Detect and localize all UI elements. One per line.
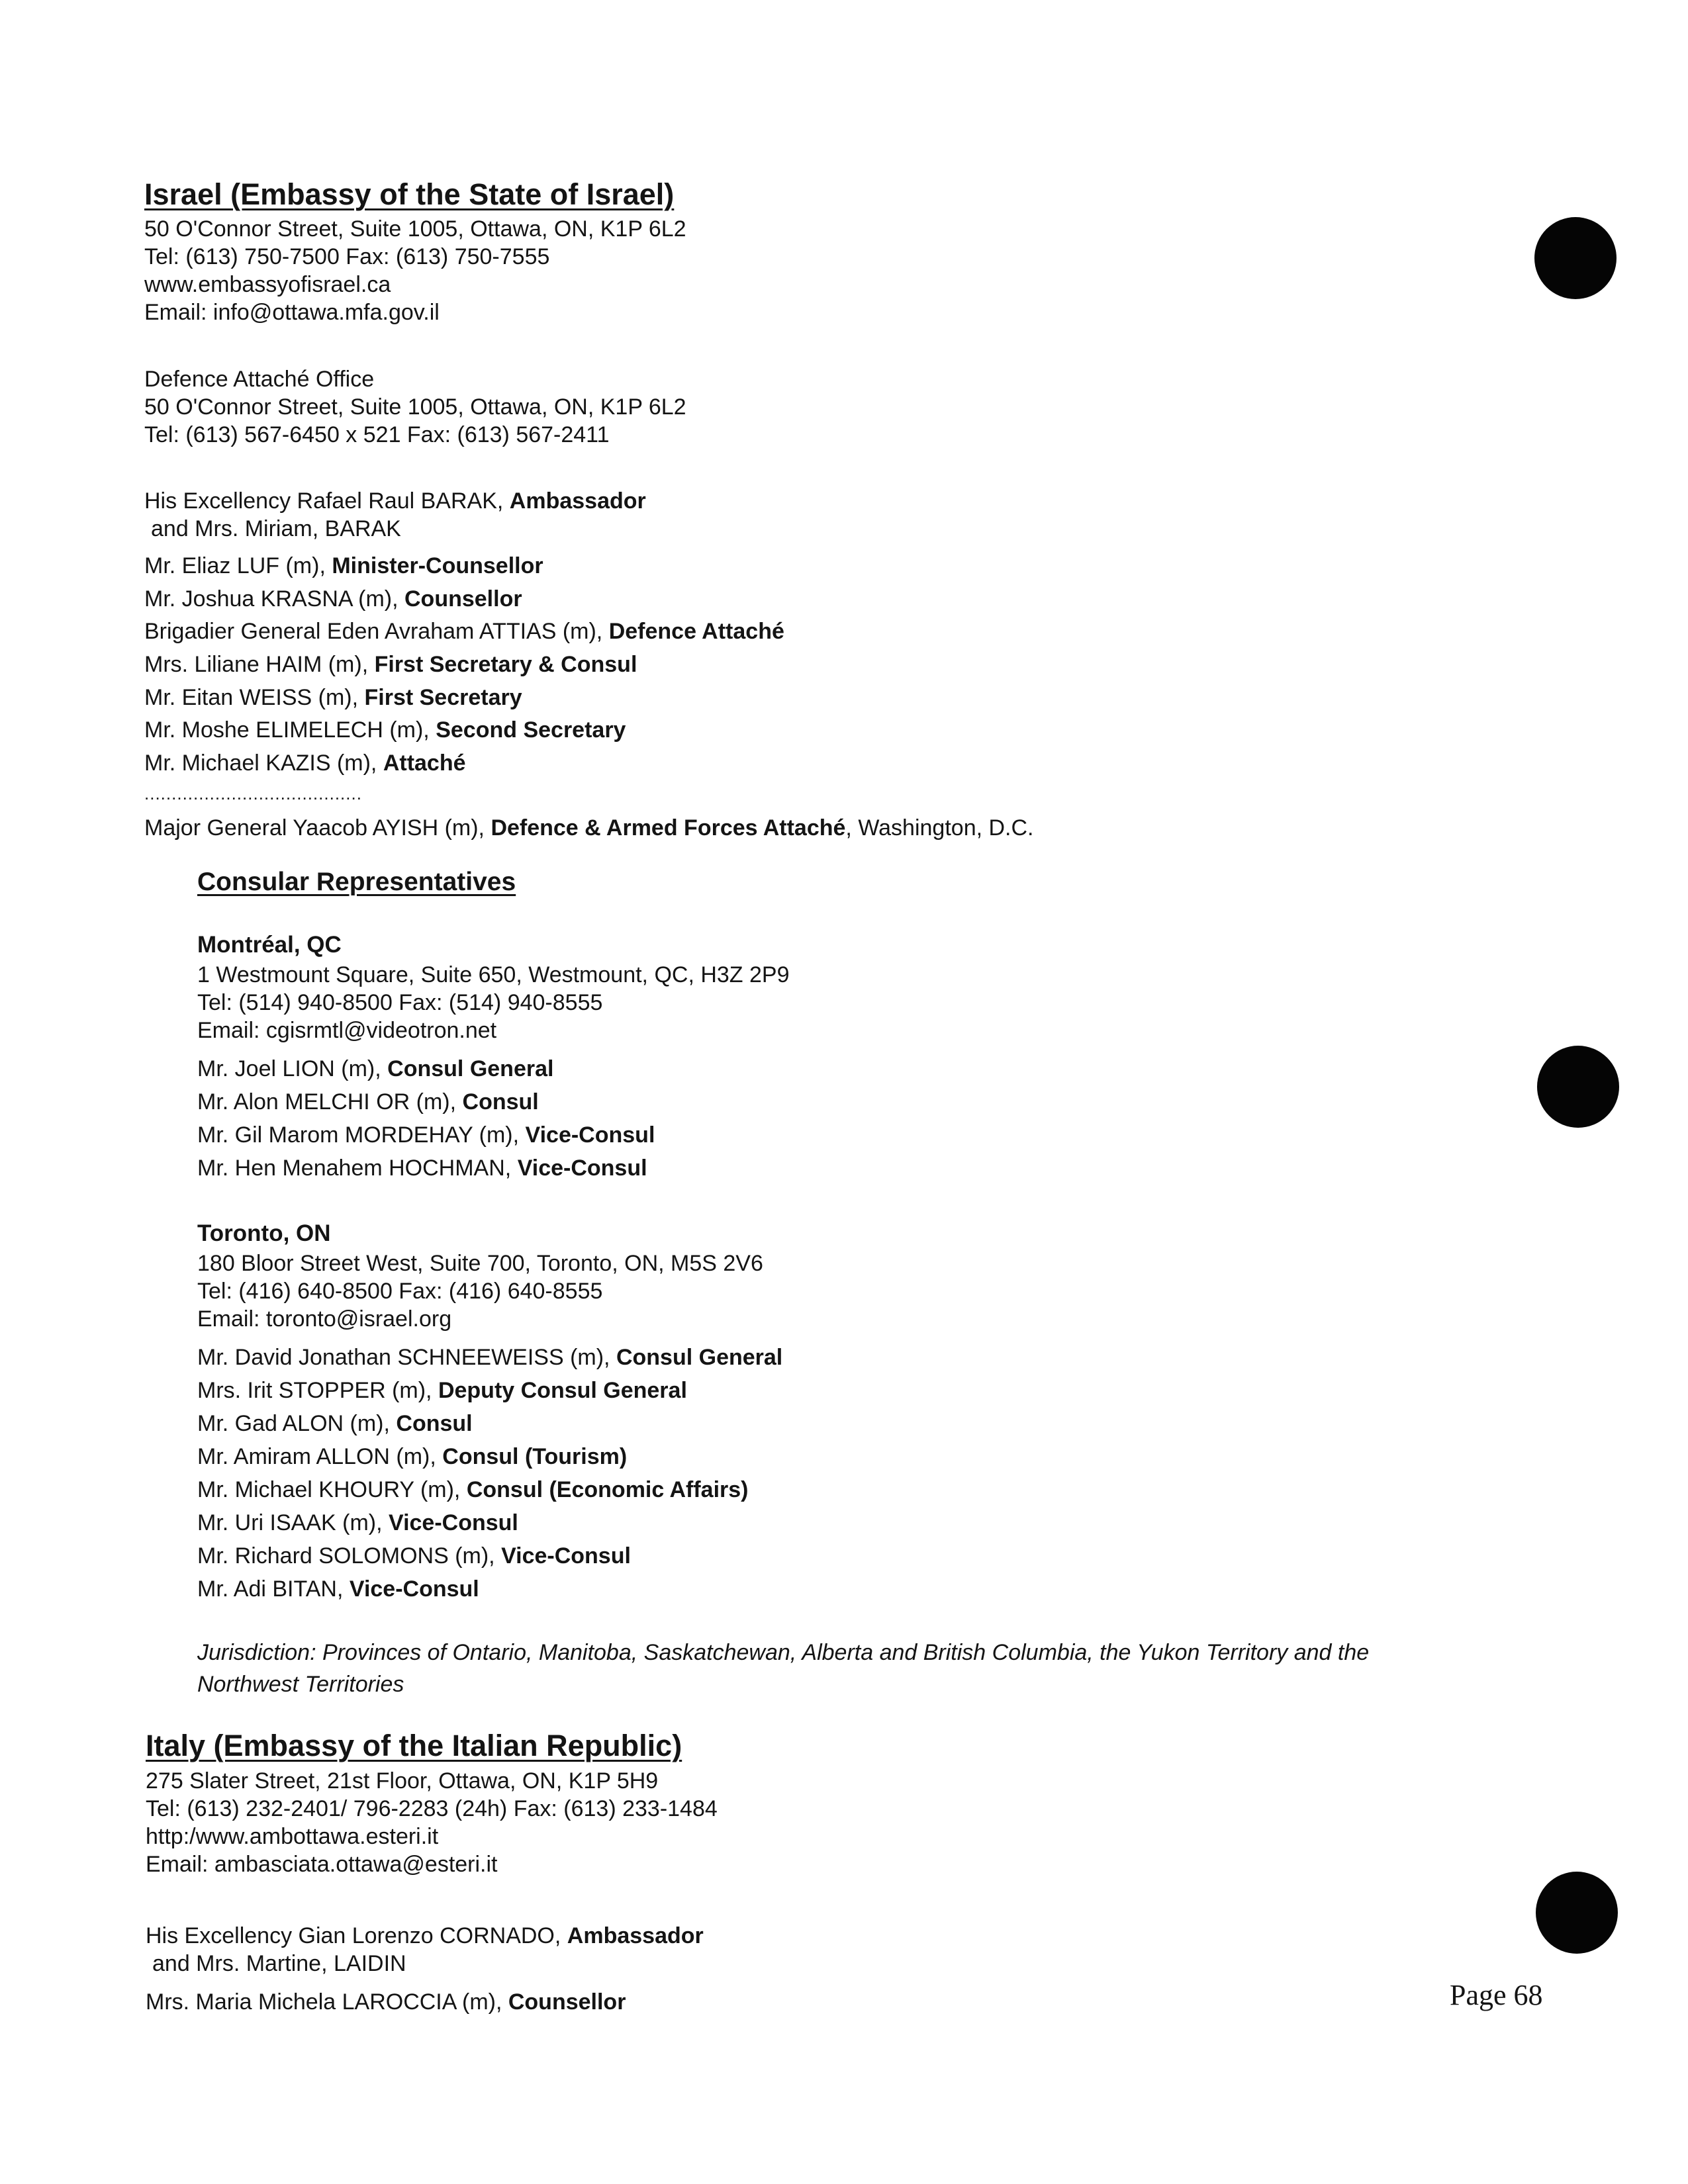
italy-ambassador-spouse: and Mrs. Martine, LAIDIN [152,1951,406,1976]
israel-website: www.embassyofisrael.ca [144,272,391,297]
staff-name: Mrs. Irit STOPPER (m), [197,1378,432,1403]
italy-website: http:/www.ambottawa.esteri.it [146,1824,439,1849]
italy-address: 275 Slater Street, 21st Floor, Ottawa, ON, K1P 5H9 [146,1768,659,1794]
staff-title: Vice-Consul [349,1576,479,1602]
montreal-email: Email: cgisrmtl@videotron.net [197,1018,497,1043]
staff-title: Counsellor [404,586,522,612]
toronto-staff-entry [197,1410,473,1437]
staff-entry [144,716,626,744]
montreal-staff-entry [197,1121,655,1149]
staff-name: Mr. Gil Marom MORDEHAY (m), [197,1122,520,1148]
staff-entry [144,617,784,645]
staff-title: Vice-Consul [517,1156,647,1181]
staff-title: Vice-Consul [525,1122,655,1148]
staff-title: Consul [396,1411,473,1436]
ambassador-name: His Excellency Rafael Raul BARAK, [144,488,504,514]
toronto-staff-entry [197,1509,518,1537]
ambassador-title: Ambassador [567,1923,704,1948]
toronto-staff-entry [197,1476,748,1504]
nonresident-name: Major General Yaacob AYISH (m), [144,815,485,841]
italy-ambassador-entry [146,1922,704,1950]
toronto-staff-entry [197,1443,627,1471]
staff-entry [144,585,522,613]
staff-title: Consul General [616,1345,783,1370]
defence-office-title: Defence Attaché Office [144,367,375,392]
staff-title: Minister-Counsellor [332,553,543,578]
israel-tel: Tel: (613) 750-7500 Fax: (613) 750-7555 [144,244,550,269]
staff-entry [144,552,543,580]
consular-heading: Consular Representatives [197,868,516,896]
staff-name: Mr. Eliaz LUF (m), [144,553,326,578]
italy-email: Email: ambasciata.ottawa@esteri.it [146,1852,498,1877]
staff-title: Defence Attaché [608,619,784,644]
staff-name: Mr. Michael KHOURY (m), [197,1477,461,1502]
defence-office-address: 50 O'Connor Street, Suite 1005, Ottawa, ON, K1P 6L2 [144,394,686,420]
montreal-staff-entry [197,1154,647,1182]
staff-name: Mrs. Maria Michela LAROCCIA (m), [146,1989,502,2015]
montreal-address: 1 Westmount Square, Suite 650, Westmount, QC, H3Z 2P9 [197,962,790,987]
toronto-staff-entry [197,1575,479,1603]
toronto-staff-entry [197,1542,631,1570]
toronto-staff-entry [197,1377,687,1404]
nonresident-entry [144,814,1034,842]
israel-address: 50 O'Connor Street, Suite 1005, Ottawa, ON, K1P 6L2 [144,216,686,242]
staff-title: First Secretary & Consul [374,652,637,677]
punch-hole-top [1534,217,1617,299]
staff-title: Consul General [387,1056,554,1081]
staff-entry [144,684,522,711]
staff-name: Mr. Moshe ELIMELECH (m), [144,717,430,743]
staff-name: Mr. Eitan WEISS (m), [144,685,359,710]
toronto-email: Email: toronto@israel.org [197,1306,452,1332]
staff-name: Mr. Joel LION (m), [197,1056,381,1081]
staff-title: Vice-Consul [389,1510,518,1535]
staff-title: Deputy Consul General [438,1378,687,1403]
staff-name: Mr. Michael KAZIS (m), [144,751,377,776]
staff-name: Mr. Richard SOLOMONS (m), [197,1543,495,1569]
italy-staff-entry [146,1988,626,2016]
staff-name: Mr. Gad ALON (m), [197,1411,390,1436]
staff-title: First Secretary [364,685,522,710]
jurisdiction-line-2: Northwest Territories [197,1672,404,1697]
staff-name: Brigadier General Eden Avraham ATTIAS (m), [144,619,603,644]
nonresident-title: Defence & Armed Forces Attaché [491,815,846,841]
toronto-tel: Tel: (416) 640-8500 Fax: (416) 640-8555 [197,1279,603,1304]
staff-entry [144,749,466,777]
staff-name: Mr. Uri ISAAK (m), [197,1510,383,1535]
ambassador-title: Ambassador [509,488,646,514]
staff-name: Mr. Amiram ALLON (m), [197,1444,436,1469]
ambassador-name: His Excellency Gian Lorenzo CORNADO, [146,1923,561,1948]
staff-title: Attaché [383,751,466,776]
staff-name: Mr. Adi BITAN, [197,1576,344,1602]
toronto-address: 180 Bloor Street West, Suite 700, Toronto, ON, M5S 2V6 [197,1251,763,1276]
staff-name: Mrs. Liliane HAIM (m), [144,652,369,677]
toronto-city: Toronto, ON [197,1220,331,1246]
staff-name: Mr. Joshua KRASNA (m), [144,586,399,612]
staff-title: Consul (Tourism) [442,1444,628,1469]
ambassador-entry [144,487,646,515]
staff-name: Mr. Alon MELCHI OR (m), [197,1089,457,1115]
staff-title: Consul (Economic Affairs) [466,1477,749,1502]
defence-office-tel: Tel: (613) 567-6450 x 521 Fax: (613) 567-2411 [144,422,610,447]
montreal-tel: Tel: (514) 940-8500 Fax: (514) 940-8555 [197,990,603,1015]
punch-hole-bottom [1536,1872,1618,1954]
montreal-staff-entry [197,1088,539,1116]
israel-email: Email: info@ottawa.mfa.gov.il [144,300,440,325]
staff-name: Mr. David Jonathan SCHNEEWEISS (m), [197,1345,610,1370]
montreal-staff-entry [197,1055,553,1083]
dotted-separator: ........................................ [144,784,362,803]
toronto-staff-entry [197,1343,782,1371]
nonresident-suffix: , Washington, D.C. [845,815,1034,841]
ambassador-spouse: and Mrs. Miriam, BARAK [151,516,401,541]
montreal-city: Montréal, QC [197,932,342,958]
staff-title: Vice-Consul [501,1543,631,1569]
staff-entry [144,651,637,678]
israel-heading: Israel (Embassy of the State of Israel) [144,177,675,211]
italy-tel: Tel: (613) 232-2401/ 796-2283 (24h) Fax: (613) 233-1484 [146,1796,718,1821]
page-number: Page 68 [1450,1979,1543,2011]
italy-heading: Italy (Embassy of the Italian Republic) [146,1729,682,1762]
staff-name: Mr. Hen Menahem HOCHMAN, [197,1156,512,1181]
punch-hole-middle [1537,1046,1619,1128]
staff-title: Counsellor [508,1989,626,2015]
staff-title: Second Secretary [436,717,626,743]
staff-title: Consul [462,1089,539,1115]
jurisdiction-line-1: Jurisdiction: Provinces of Ontario, Manitoba, Saskatchewan, Alberta and British Columbia, the Yukon Territory and the [197,1640,1370,1665]
